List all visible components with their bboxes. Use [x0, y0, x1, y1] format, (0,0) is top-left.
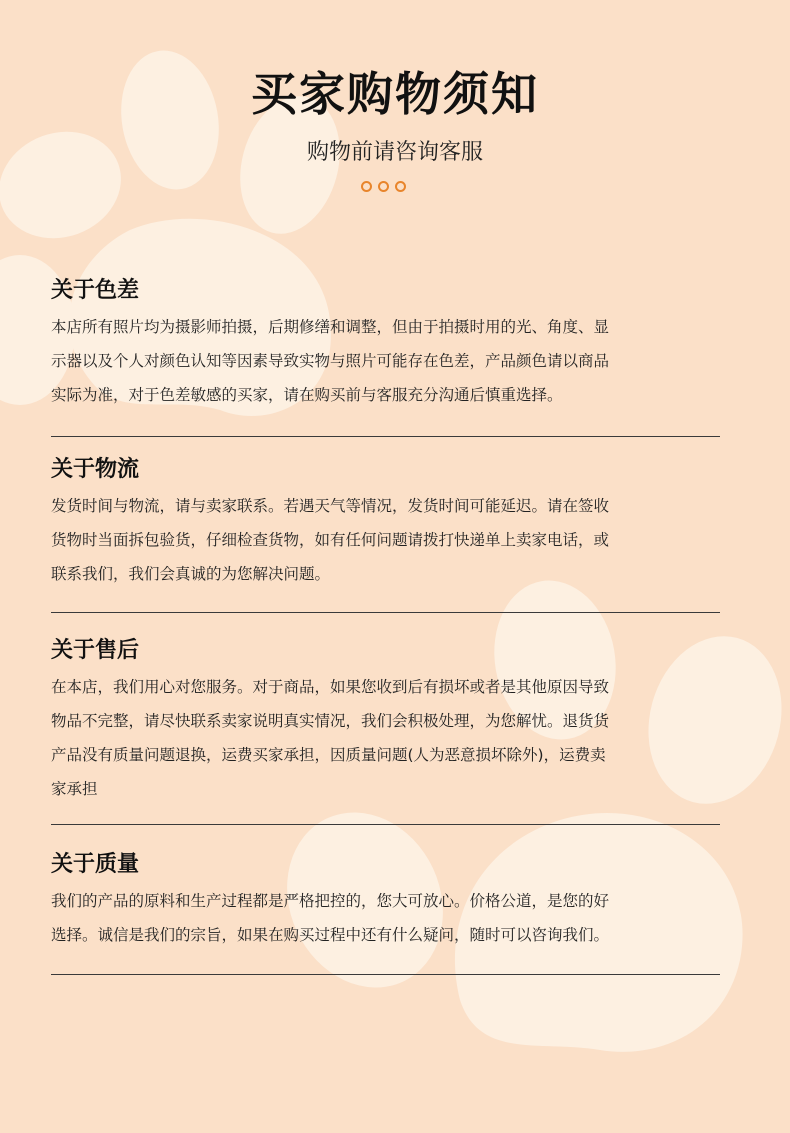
section-title: 关于物流: [51, 457, 140, 482]
section-divider: [51, 974, 720, 975]
section-divider: [51, 824, 720, 825]
section-body: [51, 489, 720, 591]
section-after-sales: [51, 636, 720, 806]
body-line: 发货时间与物流，请与卖家联系。若遇天气等情况，发货时间可能延迟。请在签收: [51, 497, 610, 515]
section-color-difference: [51, 276, 720, 412]
section-title: 关于质量: [51, 852, 140, 877]
body-line: 联系我们，我们会真诚的为您解决问题。: [51, 565, 331, 583]
page-title: 买家购物须知: [251, 67, 539, 121]
dot-icon: [361, 181, 372, 192]
section-divider: [51, 612, 720, 613]
body-line: 货物时当面拆包验货，仔细检查货物，如有任何问题请拨打快递单上卖家电话，或: [51, 531, 610, 549]
body-line: 我们的产品的原料和生产过程都是严格把控的，您大可放心。价格公道，是您的好: [51, 892, 610, 910]
section-title: 关于色差: [51, 278, 140, 303]
body-line: 产品没有质量问题退换，运费买家承担，因质量问题(人为恶意损坏除外)，运费卖: [51, 746, 606, 764]
section-body: [51, 884, 720, 952]
body-line: 家承担: [51, 780, 98, 798]
body-line: 实际为准，对于色差敏感的买家，请在购买前与客服充分沟通后慎重选择。: [51, 386, 563, 404]
section-divider: [51, 436, 720, 437]
page-subtitle: 购物前请咨询客服: [306, 140, 483, 165]
body-line: 在本店，我们用心对您服务。对于商品，如果您收到后有损坏或者是其他原因导致: [51, 678, 610, 696]
section-body: [51, 310, 720, 412]
body-line: 示器以及个人对颜色认知等因素导致实物与照片可能存在色差，产品颜色请以商品: [51, 352, 610, 370]
section-quality: [51, 850, 720, 952]
section-body: [51, 670, 720, 806]
dot-icon: [378, 181, 389, 192]
decorative-dots: [361, 181, 406, 192]
dot-icon: [395, 181, 406, 192]
section-title: 关于售后: [51, 638, 140, 663]
section-logistics: [51, 455, 720, 591]
body-line: 物品不完整，请尽快联系卖家说明真实情况，我们会积极处理，为您解忧。退货货: [51, 712, 610, 730]
body-line: 本店所有照片均为摄影师拍摄，后期修缮和调整，但由于拍摄时用的光、角度、显: [51, 318, 610, 336]
body-line: 选择。诚信是我们的宗旨，如果在购买过程中还有什么疑问，随时可以咨询我们。: [51, 926, 610, 944]
